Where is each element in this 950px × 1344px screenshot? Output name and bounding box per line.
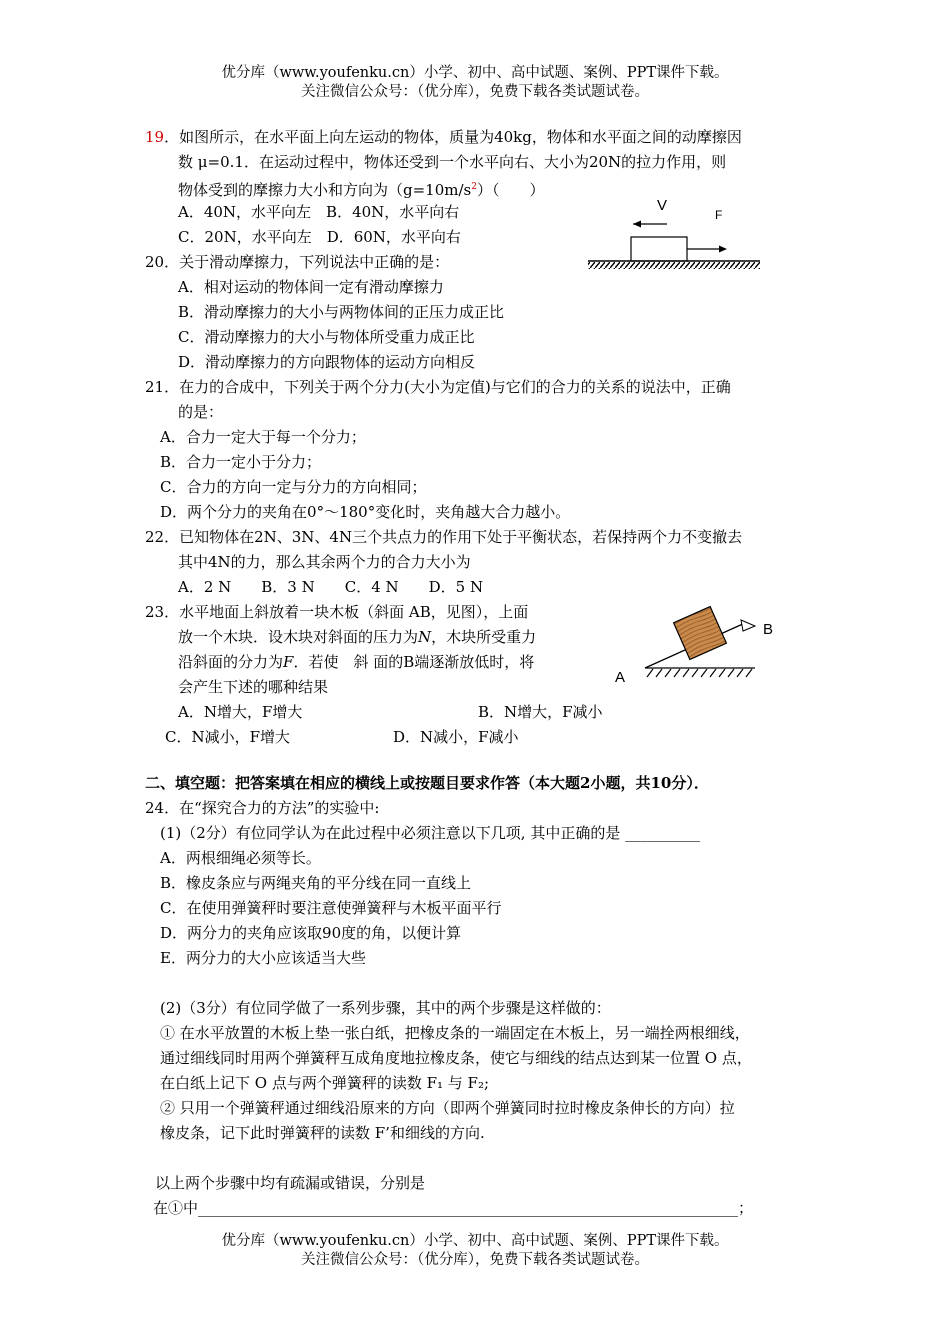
q23-option-d: D．N减小，F减小 — [393, 728, 519, 746]
point-b-arrow — [741, 620, 755, 631]
q23-figure — [605, 600, 790, 695]
q24-option-e: E．两分力的大小应该适当大些 — [160, 949, 366, 967]
q23-option-c: C．N减小，F增大 — [165, 728, 291, 746]
q19-line-3: 物体受到的摩擦力大小和方向为$(g=10m/s^2)$（ ） — [178, 181, 545, 199]
q19-options-cd: C．20N，水平向左 D．60N，水平向右 — [178, 228, 461, 246]
q24-option-a: A．两根细绳必须等长。 — [160, 849, 321, 867]
q23-line-4: 会产生下述的哪种结果 — [178, 678, 329, 696]
q20-option-b: B．滑动摩擦力的大小与两物体间的正压力成正比 — [178, 303, 505, 321]
block — [631, 237, 687, 261]
q24-summary: 以上两个步骤中均有疏漏或错误，分别是 — [155, 1174, 426, 1192]
ground-hatch — [588, 262, 760, 269]
q21-option-c: C．合力的方向一定与分力的方向相同； — [160, 478, 427, 496]
q20-option-a: A．相对运动的物体间一定有滑动摩擦力 — [178, 278, 444, 296]
q22-line-2: 其中4N的力，那么其余两个力的合力大小为 — [178, 553, 471, 571]
label-a: A — [615, 669, 626, 686]
velocity-arrowhead — [633, 221, 641, 228]
q19-options-ab: A．40N，水平向左 B．40N，水平向右 — [178, 203, 460, 221]
q19-figure — [585, 190, 765, 280]
q24-part-2: (2)（3分）有位同学做了一系列步骤，其中的两个步骤是这样做的： — [160, 999, 611, 1017]
q22-options: A．2 N B．3 N C．4 N D．5 N — [178, 578, 484, 596]
q24-option-b: B．橡皮条应与两绳夹角的平分线在同一直线上 — [160, 874, 472, 892]
q23-line-3: 沿斜面的分力为F．若使 斜 面的B端逐渐放低时，将 — [178, 653, 535, 671]
q21-line-2: 的是： — [178, 403, 224, 421]
section-2-title: 二、填空题：把答案填在相应的横线上或按题目要求作答（本大题2小题，共10分）． — [145, 774, 709, 792]
q19-line-1: 19．如图所示，在水平面上向左运动的物体，质量为40kg，物体和水平面之间的动摩擦因 — [145, 128, 742, 146]
q21-option-a: A．合力一定大于每一个分力； — [160, 428, 366, 446]
force-label: F — [715, 208, 723, 222]
q24-answer-blank-1[interactable]: 在①中________________________________________________________________________； — [153, 1199, 754, 1217]
q24-step1-line-2: 通过细线同时用两个弹簧秤互成角度地拉橡皮条，使它与细线的结点达到某一位置 O 点， — [160, 1049, 752, 1067]
q23-option-a: A．N增大，F增大 — [178, 703, 303, 721]
q24-stem: 24．在“探究合力的方法”的实验中: — [145, 799, 380, 817]
q20-option-d: D．滑动摩擦力的方向跟物体的运动方向相反 — [178, 353, 476, 371]
q19-number: 19 — [145, 128, 165, 146]
q20-option-c: C．滑动摩擦力的大小与物体所受重力成正比 — [178, 328, 475, 346]
footer-line-2: 关注微信公众号：（优分库），免费下载各类试题试卷。 — [301, 1252, 649, 1268]
q24-step1-line-1: ① 在水平放置的木板上垫一张白纸，把橡皮条的一端固定在木板上，另一端拴两根细线， — [160, 1024, 750, 1042]
force-arrowhead — [719, 246, 727, 253]
q23-line-1: 23．水平地面上斜放着一块木板（斜面 AB，见图），上面 — [145, 603, 529, 621]
q24-option-c: C．在使用弹簧秤时要注意使弹簧秤与木板平面平行 — [160, 899, 502, 917]
q22-line-1: 22．已知物体在2N、3N、4N三个共点力的作用下处于平衡状态，若保持两个力不变撤去 — [145, 528, 743, 546]
q24-step1-line-3: 在白纸上记下 O 点与两个弹簧秤的读数 F₁ 与 F₂; — [160, 1074, 490, 1092]
q21-option-d: D．两个分力的夹角在0°～180°变化时，夹角越大合力越小。 — [160, 503, 571, 521]
label-b: B — [763, 621, 774, 638]
q21-option-b: B．合力一定小于分力； — [160, 453, 322, 471]
velocity-label: V — [657, 197, 668, 214]
footer-line-1: 优分库（www.youfenku.cn）小学、初中、高中试题、案例、PPT课件下载。 — [221, 1233, 729, 1249]
q24-step2-line-1: ② 只用一个弹簧秤通过细线沿原来的方向（即两个弹簧同时拉时橡皮条伸长的方向）拉 — [160, 1099, 735, 1117]
q23-line-2: 放一个木块．设木块对斜面的压力为N，木块所受重力 — [178, 628, 537, 646]
header-line-1: 优分库（www.youfenku.cn）小学、初中、高中试题、案例、PPT课件下载。 — [221, 65, 729, 81]
q24-part-1: (1)（2分）有位同学认为在此过程中必须注意以下几项, 其中正确的是 __________ — [160, 824, 701, 842]
q23-option-b: B．N增大，F减小 — [478, 703, 603, 721]
q24-option-d: D．两分力的夹角应该取90度的角，以便计算 — [160, 924, 462, 942]
header-line-2: 关注微信公众号：（优分库），免费下载各类试题试卷。 — [301, 84, 649, 100]
q24-step2-line-2: 橡皮条，记下此时弹簧秤的读数 F’和细线的方向. — [160, 1124, 485, 1142]
q20-stem: 20．关于滑动摩擦力，下列说法中正确的是： — [145, 253, 450, 271]
q19-line-2: 数 μ=0.1．在运动过程中，物体还受到一个水平向右、大小为20N的拉力作用，则 — [178, 153, 727, 171]
floor-hatch — [647, 669, 752, 677]
q21-line-1: 21．在力的合成中，下列关于两个分力(大小为定值)与它们的合力的关系的说法中，正确 — [145, 378, 731, 396]
